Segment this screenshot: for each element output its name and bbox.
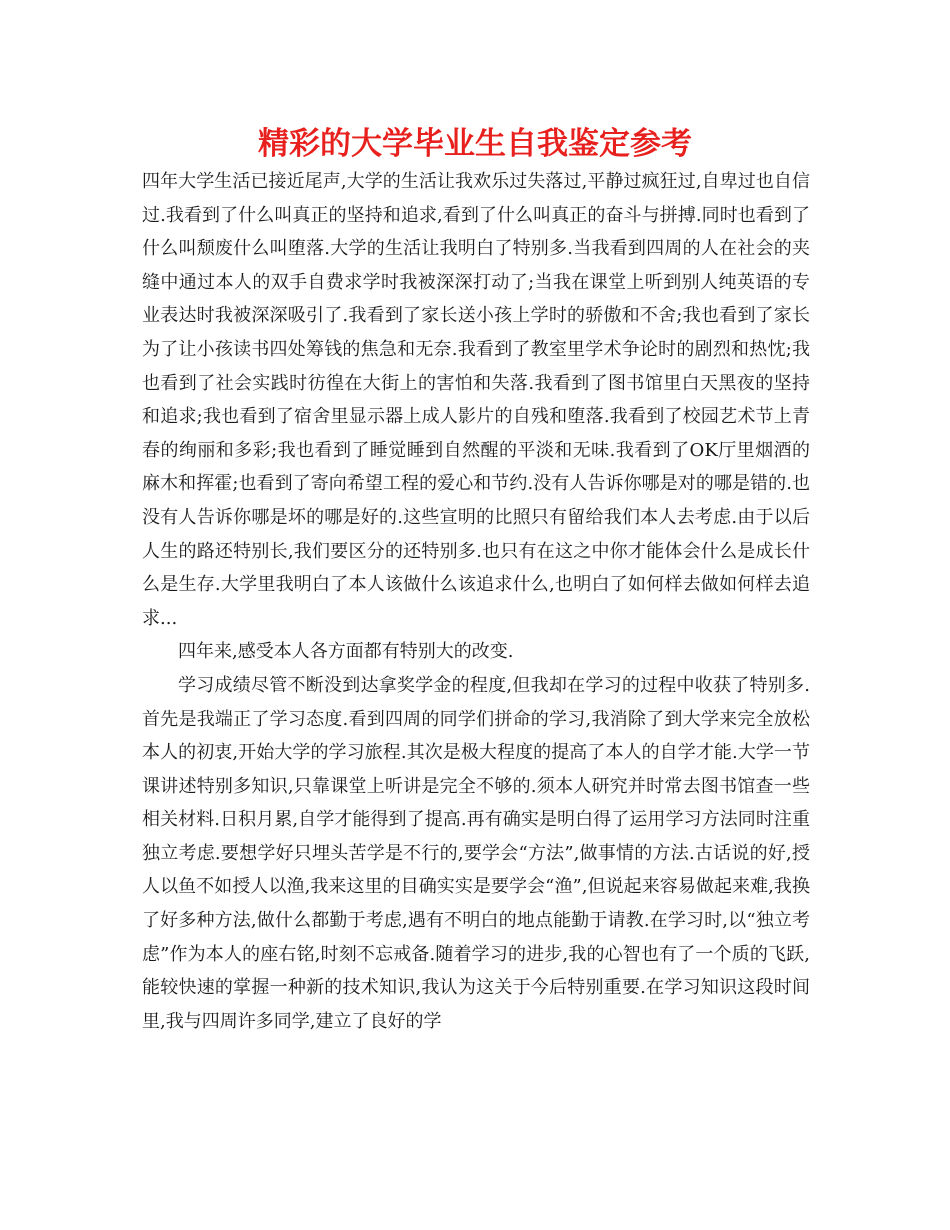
paragraph-study: 学习成绩尽管不断没到达拿奖学金的程度,但我却在学习的过程中收获了特别多.首先是我端正了学习态度.看到四周的同学们拼命的学习,我消除了到大学来完全放松本人的初衷,开始大学的学习旅程.其次是极大程度的提高了本人的自学才能.大学一节课讲述特别多知识,只靠课堂上听讲是完全不够的.须本人研究并时常去图书馆查一些相关材料.日积月累,自学才能得到了提高.再有确实是明白得了运用学习方法同时注重独立考虑.要想学好只埋头苦学是不行的,要学会“方法”,做事情的方法.古话说的好,授人以鱼不如授人以渔,我来这里的目确实实是要学会“渔”,但说起来容易做起来难,我换了好多种方法,做什么都勤于考虑,遇有不明白的地点能勤于请教.在学习时,以“独立考虑”作为本人的座右铭,时刻不忘戒备.随着学习的进步,我的心智也有了一个质的飞跃,能较快速的掌握一种新的技术知识,我认为这关于今后特别重要.在学习知识这段时间里,我与四周许多同学,建立了良好的学 — [142, 674, 810, 1032]
paragraph-changes: 四年来,感受本人各方面都有特别大的改变. — [178, 641, 514, 663]
paragraph-intro: 四年大学生活已接近尾声,大学的生活让我欢乐过失落过,平静过疯狂过,自卑过也自信过.我看到了什么叫真正的坚持和追求,看到了什么叫真正的奋斗与拼搏.同时也看到了什么叫颓废什么叫堕落.大学的生活让我明白了特别多.当我看到四周的人在社会的夹缝中通过本人的双手自费求学时我被深深打动了;当我在课堂上听到别人纯英语的专业表达时我被深深吸引了.我看到了家长送小孩上学时的骄傲和不舍;我也看到了家长为了让小孩读书四处筹钱的焦急和无奈.我看到了教室里学术争论时的剧烈和热忱;我也看到了社会实践时彷徨在大街上的害怕和失落.我看到了图书馆里白天黑夜的坚持和追求;我也看到了宿舍里显示器上成人影片的自残和堕落.我看到了校园艺术节上青春的绚丽和多彩;我也看到了睡觉睡到自然醒的平淡和无味.我看到了OK厅里烟酒的麻木和挥霍;也看到了寄向希望工程的爱心和节约.没有人告诉你哪是对的哪是错的.也没有人告诉你哪是坏的哪是好的.这些宣明的比照只有留给我们本人去考虑.由于以后人生的路还特别长,我们要区分的还特别多.也只有在这之中你才能体会什么是成长什么是生存.大学里我明白了本人该做什么该追求什么,也明白了如何样去做如何样去追求... — [142, 171, 810, 629]
document-title: 精彩的大学毕业生自我鉴定参考 — [258, 126, 692, 162]
document-body — [142, 165, 810, 1038]
